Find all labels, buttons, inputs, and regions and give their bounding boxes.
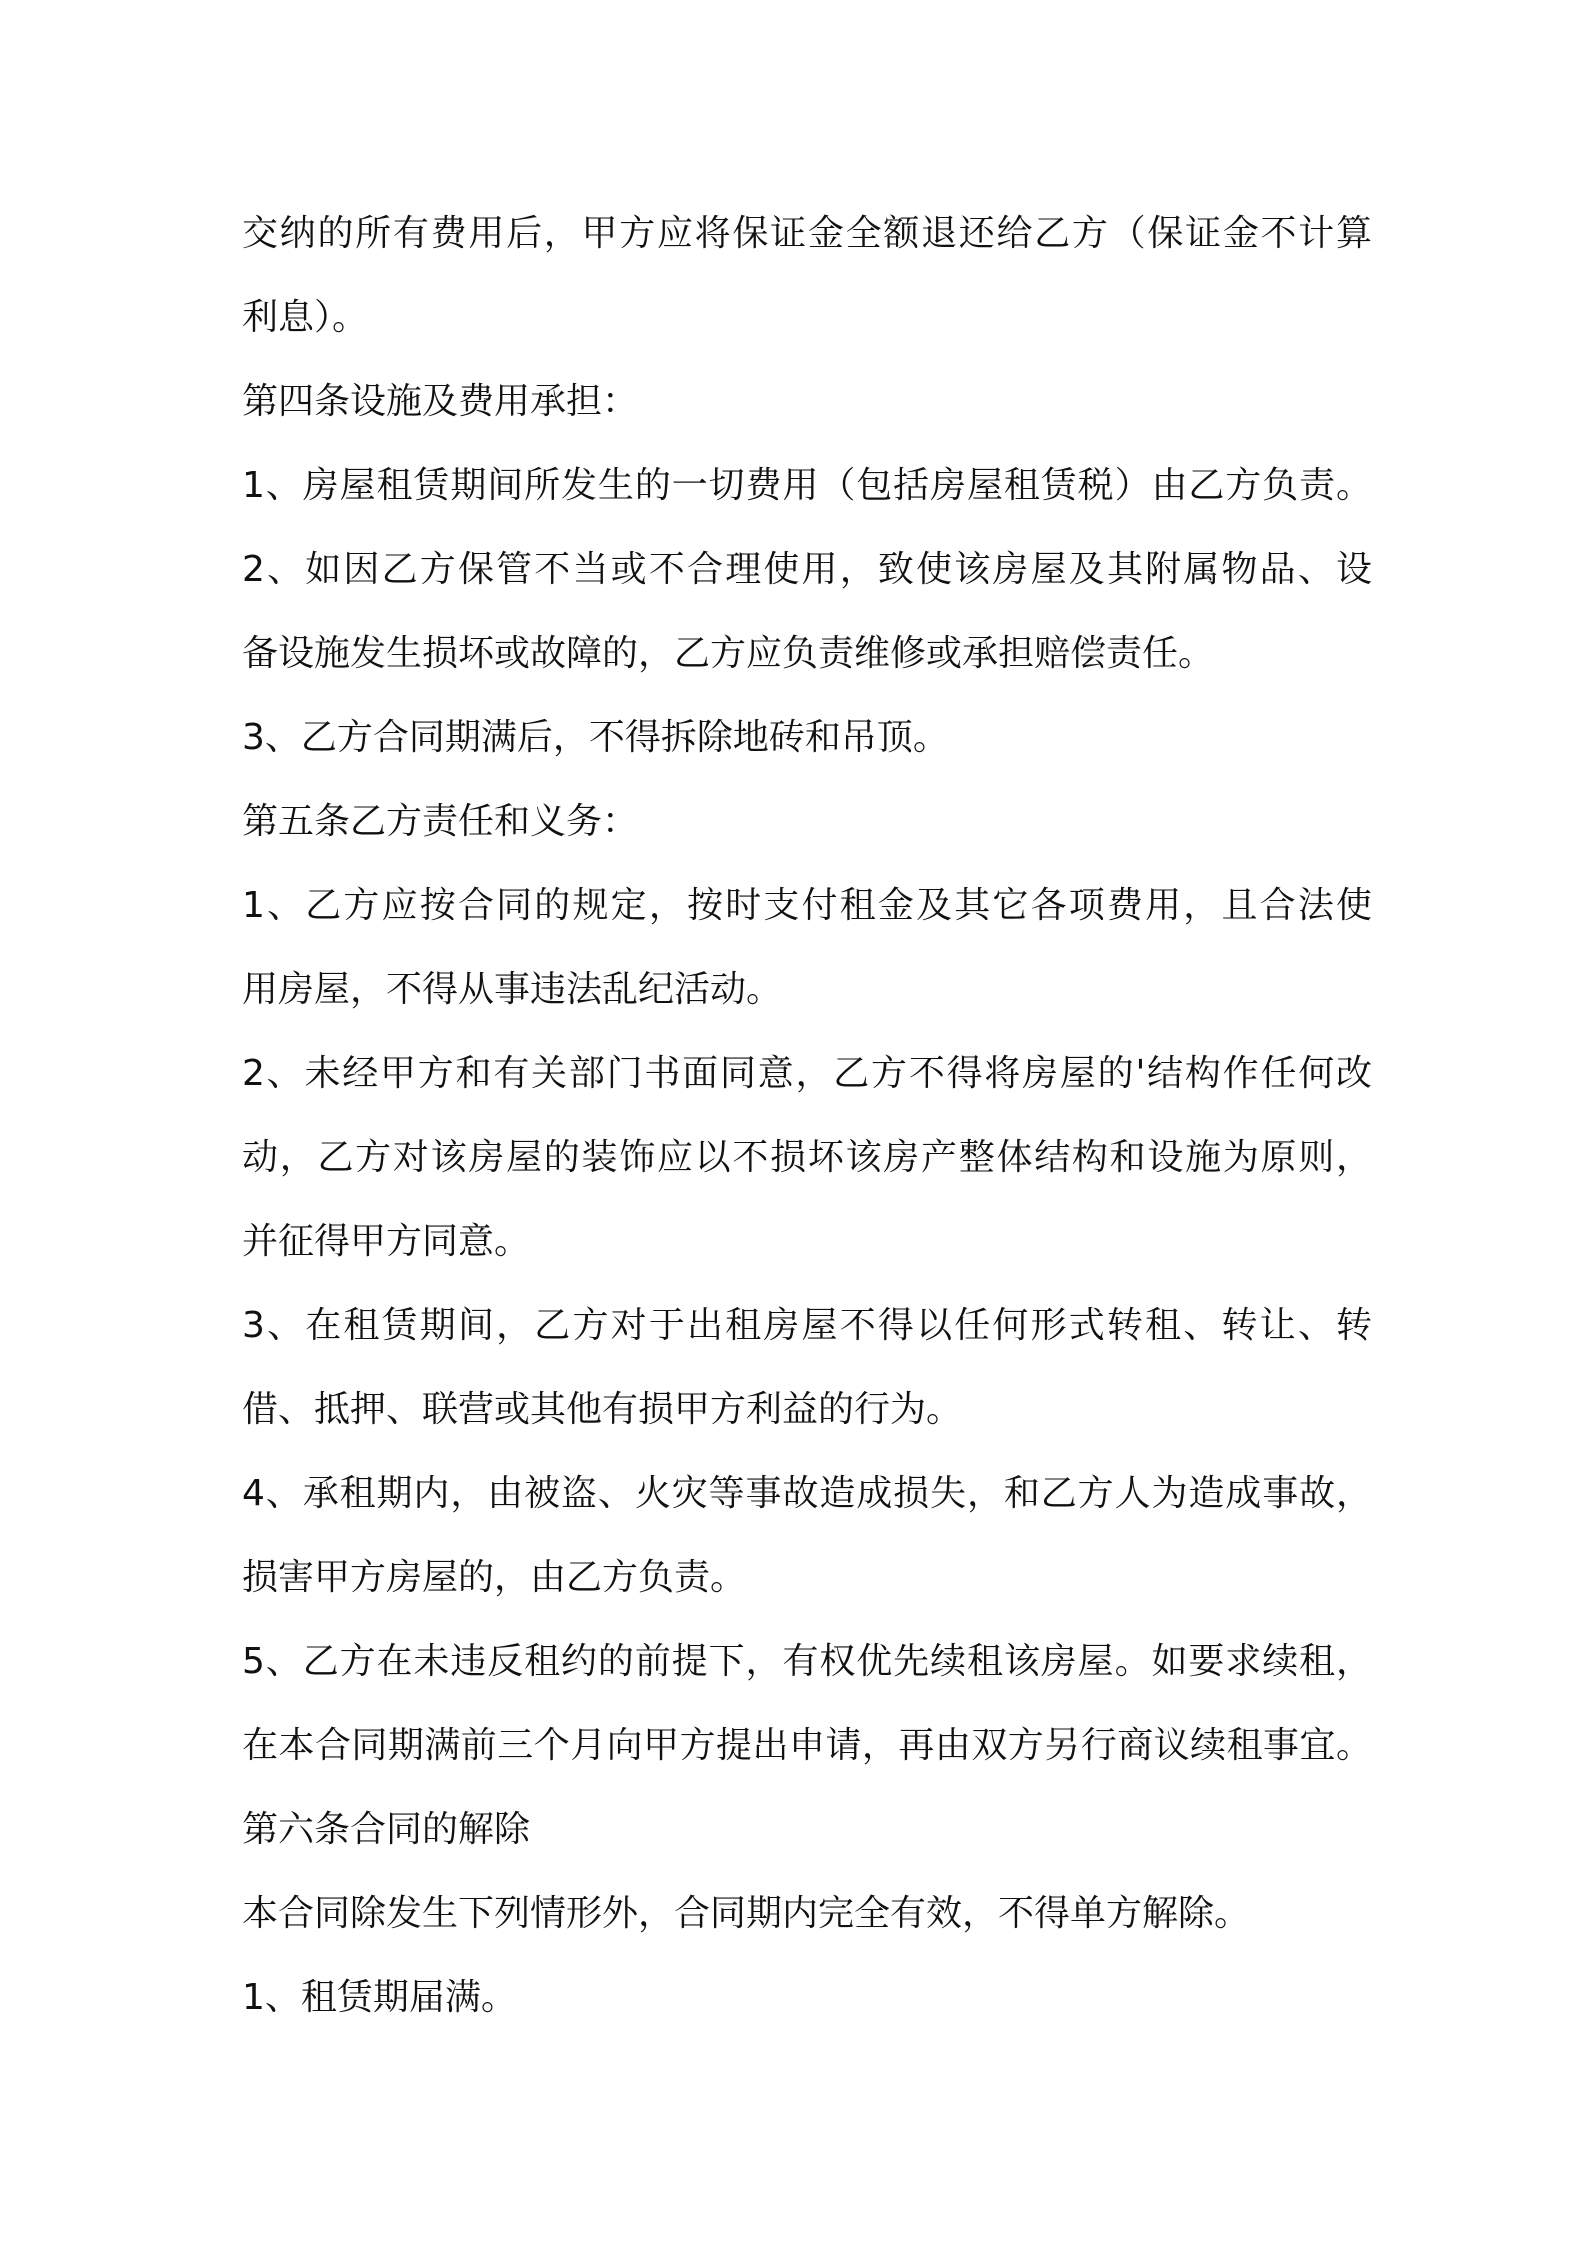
paragraph-line: 3、乙方合同期满后，不得拆除地砖和吊顶。	[242, 717, 949, 758]
paragraph-line: 2、如因乙方保管不当或不合理使用，致使该房屋及其附属物品、设	[242, 549, 1372, 590]
document-body	[242, 192, 1372, 2040]
paragraph-line: 1、租赁期届满。	[242, 1977, 517, 2018]
paragraph-line: 1、乙方应按合同的规定，按时支付租金及其它各项费用，且合法使	[242, 885, 1372, 926]
paragraph-line: 5、乙方在未违反租约的前提下，有权优先续租该房屋。如要求续租，	[242, 1641, 1372, 1682]
paragraph-line: 1、房屋租赁期间所发生的一切费用（包括房屋租赁税）由乙方负责。	[242, 465, 1372, 506]
section-heading: 第四条设施及费用承担：	[242, 381, 639, 422]
paragraph-line: 交纳的所有费用后，甲方应将保证金全额退还给乙方（保证金不计算	[242, 213, 1372, 254]
paragraph-line: 利息）。	[242, 297, 369, 338]
paragraph-line: 并征得甲方同意。	[242, 1221, 531, 1262]
paragraph-line: 在本合同期满前三个月向甲方提出申请，再由双方另行商议续租事宜。	[242, 1725, 1372, 1766]
section-heading: 第六条合同的解除	[242, 1809, 531, 1850]
paragraph-line: 本合同除发生下列情形外，合同期内完全有效，不得单方解除。	[242, 1893, 1251, 1934]
paragraph-line: 借、抵押、联营或其他有损甲方利益的行为。	[242, 1389, 963, 1430]
section-heading: 第五条乙方责任和义务：	[242, 801, 639, 842]
paragraph-line: 用房屋，不得从事违法乱纪活动。	[242, 969, 783, 1010]
paragraph-line: 3、在租赁期间，乙方对于出租房屋不得以任何形式转租、转让、转	[242, 1305, 1372, 1346]
paragraph-line: 备设施发生损坏或故障的，乙方应负责维修或承担赔偿责任。	[242, 633, 1215, 674]
paragraph-line: 2、未经甲方和有关部门书面同意，乙方不得将房屋的'结构作任何改	[242, 1053, 1372, 1094]
paragraph-line: 损害甲方房屋的，由乙方负责。	[242, 1557, 747, 1598]
paragraph-line: 4、承租期内，由被盗、火灾等事故造成损失，和乙方人为造成事故，	[242, 1473, 1372, 1514]
paragraph-line: 动，乙方对该房屋的装饰应以不损坏该房产整体结构和设施为原则，	[242, 1137, 1372, 1178]
